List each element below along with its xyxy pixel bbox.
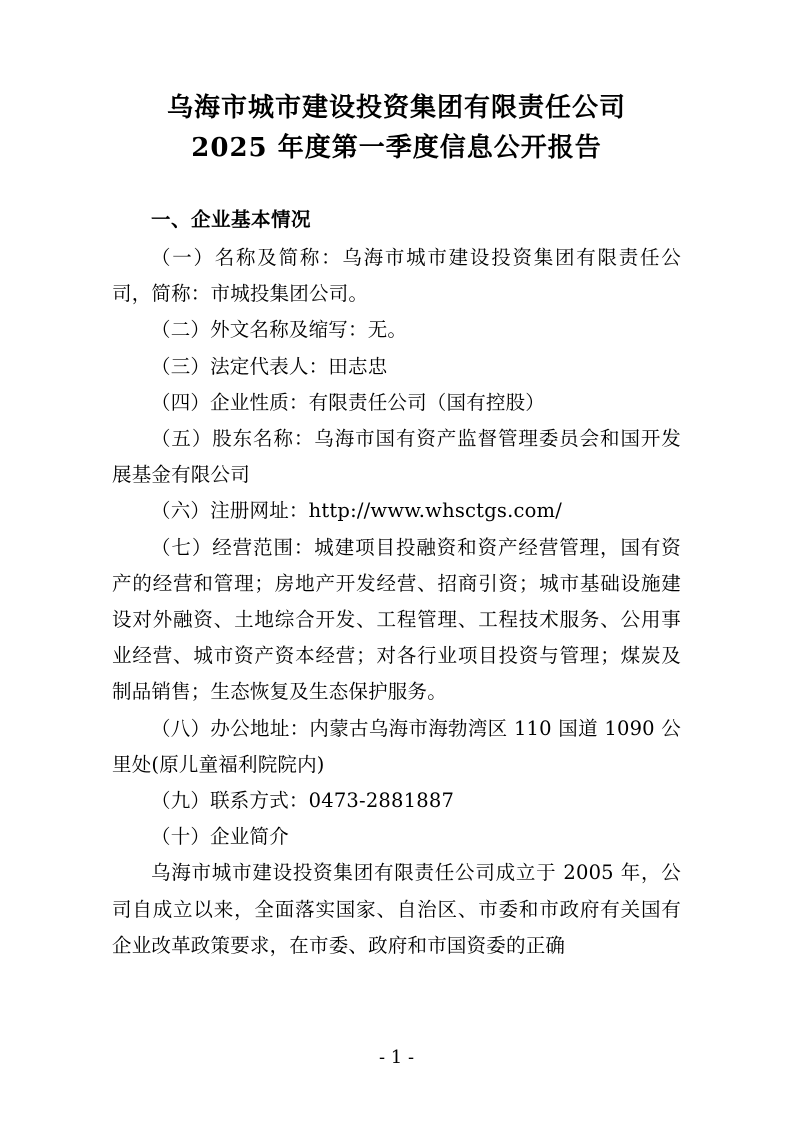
paragraph-foreign-name: （二）外文名称及缩写：无。 <box>151 318 408 342</box>
page-title <box>112 88 681 168</box>
paragraph-office-address: （八）办公地址：内蒙古乌海市海勃湾区 110 国道 1090 公里处(原儿童福利院院内) <box>112 716 681 776</box>
paragraph-enterprise-nature: （四）企业性质：有限责任公司（国有控股） <box>151 390 546 414</box>
page-title-line-2: 2025 年度第一季度信息公开报告 <box>191 133 602 163</box>
paragraph-company-profile-body: 乌海市城市建设投资集团有限责任公司成立于 2005 年，公司自成立以来，全面落实国家、自治区、市委和市政府有关国有企业改革政策要求，在市委、政府和市国资委的正确 <box>112 861 681 957</box>
section-heading-company-basics: 一、企业基本情况 <box>151 208 312 231</box>
paragraph-contact: （九）联系方式：0473-2881887 <box>151 789 455 813</box>
page-number: - 1 - <box>378 1047 415 1068</box>
paragraph-shareholders: （五）股东名称：乌海市国有资产监督管理委员会和国开发展基金有限公司 <box>112 427 681 487</box>
paragraph-name-and-abbreviation: （一）名称及简称：乌海市城市建设投资集团有限责任公司，简称：市城投集团公司。 <box>112 246 681 306</box>
paragraph-registered-website: （六）注册网址：http://www.whsctgs.com/ <box>151 499 563 523</box>
page-title-line-1: 乌海市城市建设投资集团有限责任公司 <box>166 93 626 123</box>
paragraph-legal-representative: （三）法定代表人：田志忠 <box>151 354 388 378</box>
paragraph-business-scope: （七）经营范围：城建项目投融资和资产经营管理，国有资产的经营和管理；房地产开发经营、招商引资；城市基础设施建设对外融资、土地综合开发、工程管理、工程技术服务、公用事业经营、城市资产资本经营；对各行业项目投资与管理；煤炭及制品销售；生态恢复及生态保护服务。 <box>112 535 681 704</box>
paragraph-company-profile-label: （十）企业简介 <box>151 825 289 849</box>
